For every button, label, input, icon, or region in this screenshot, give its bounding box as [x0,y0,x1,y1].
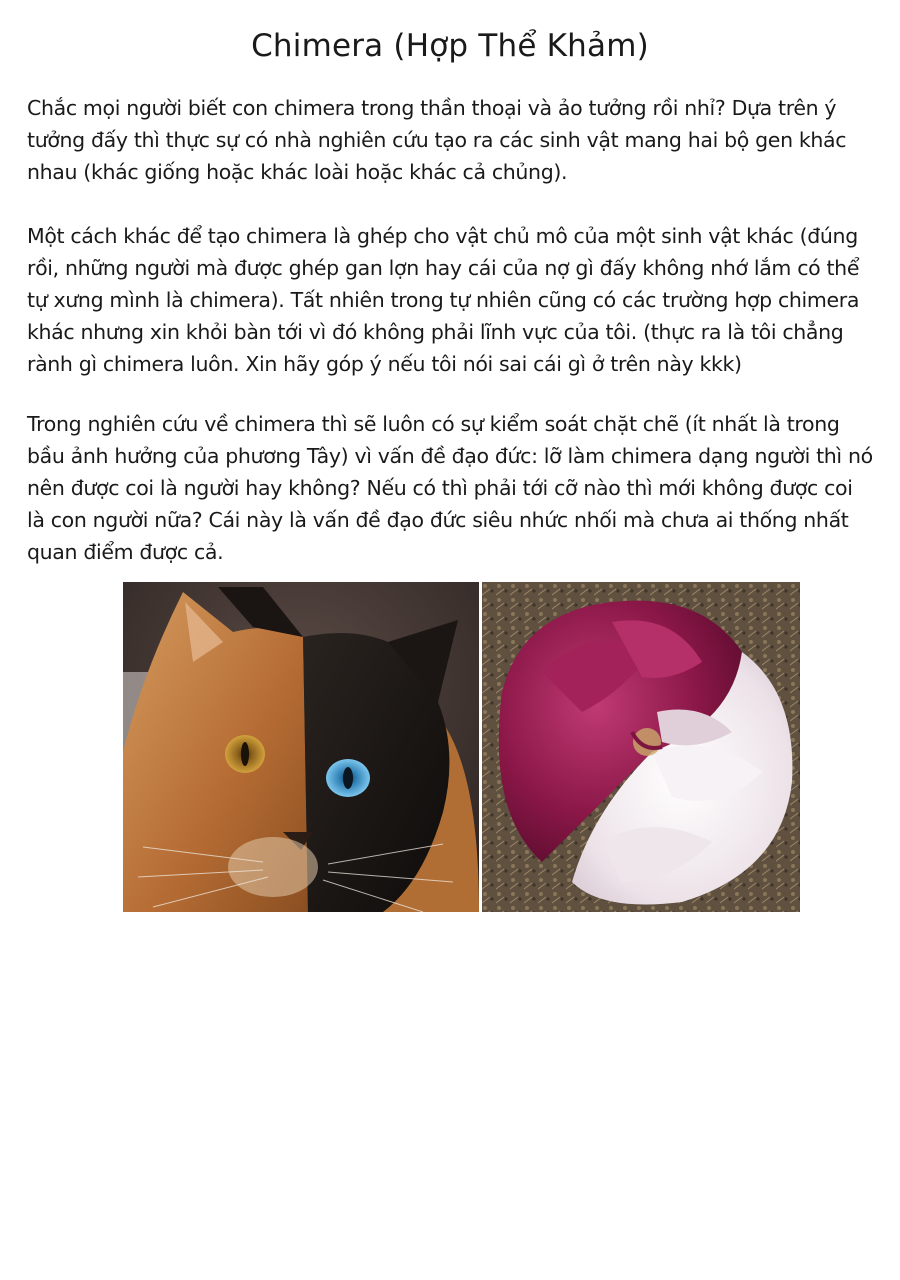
paragraph-intro: Chắc mọi người biết con chimera trong thần thoại và ảo tưởng rồi nhỉ? Dựa trên ý tưởng đấy thì thực sự có nhà nghiên cứu tạo ra các sinh vật mang hai bộ gen khác nhau (khác giống hoặc khác loài hoặc khác cả chủng). [27,96,847,184]
chimera-rose-photo [482,582,800,912]
chimera-cat-photo [123,582,479,912]
paragraph-ethics: Trong nghiên cứu về chimera thì sẽ luôn có sự kiểm soát chặt chẽ (ít nhất là trong bầu ảnh hưởng của phương Tây) vì vấn đề đạo đức: lỡ làm chimera dạng người thì nó nên được coi là người hay không? Nếu có thì phải tới cỡ nào thì mới không được coi là con người nữa? Cái này là vấn đề đạo đức siêu nhức nhối mà chưa ai thống nhất quan điểm được cả. [27,412,873,564]
page-title: Chimera (Hợp Thể Khảm) [251,28,649,64]
paragraph-transplant: Một cách khác để tạo chimera là ghép cho vật chủ mô của một sinh vật khác (đúng rồi, những người mà được ghép gan lợn hay cái của nợ gì đấy không nhớ lắm có thể tự xưng mình là chimera). Tất nhiên trong tự nhiên cũng có các trường hợp chimera khác nhưng xin khỏi bàn tới vì đó không phải lĩnh vực của tôi. (thực ra là tôi chẳng rành gì chimera luôn. Xin hãy góp ý nếu tôi nói sai cái gì ở trên này kkk) [27,224,860,376]
